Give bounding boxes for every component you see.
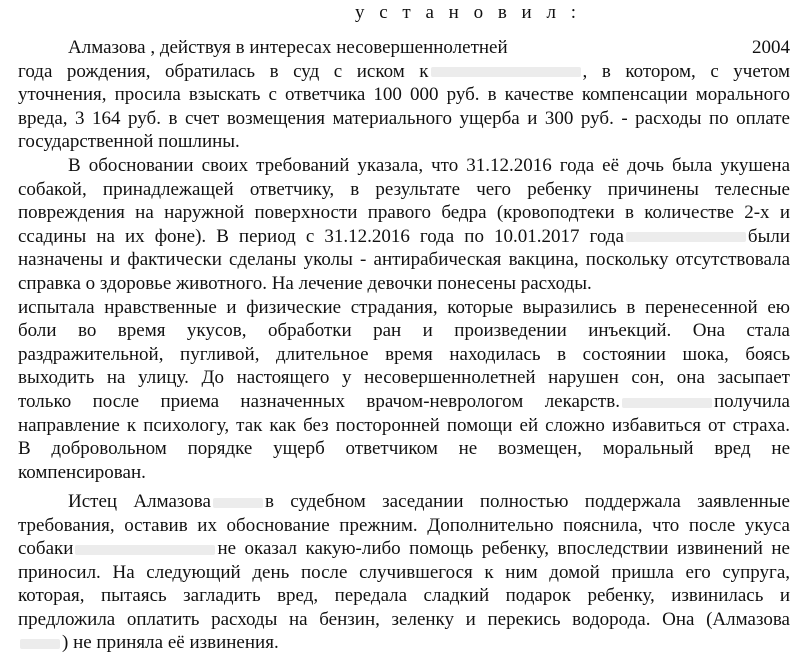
p3-line-4: приносил. На следующий день после случившегося к ним домой пришла его супруга, [18, 561, 790, 583]
birth-year: 2004 [752, 37, 790, 58]
p3-line-5: которая, пытаясь загладить вред, передала сладкий подарок ребенку, извинилась и [18, 585, 790, 606]
p2-line-3: повреждения на наружной поверхности правого бедра (кровоподтеки в количестве 2-х и [18, 202, 790, 224]
p1-line-5: государственной пошлины. [18, 131, 240, 153]
p2-line-2: собакой, принадлежащей ответчику, в результате чего ребенку причинены телесные [18, 178, 790, 200]
p3-line-2: требования, оставив их обоснование прежним. Дополнительно пояснила, что после укуса [18, 514, 790, 536]
redacted-block [213, 498, 263, 508]
p2-line-5: назначены и фактически сделаны уколы - антирабическая вакцина, поскольку отсутствовала [18, 249, 790, 271]
p2-line-11-start: только после приема назначенных врачом-неврологом лекарств. [18, 391, 620, 412]
p3-line-3 [18, 537, 790, 561]
p3-line-1 [68, 490, 790, 514]
p3-line-3-start: собаки [18, 538, 74, 559]
p1-line-3: уточнения, просила взыскать с ответчика 100 000 руб. в качестве компенсации морального [18, 84, 790, 106]
p2-line-6: справка о здоровье животного. На лечение девочки понесены расходы. [18, 273, 592, 294]
redacted-block [431, 67, 581, 77]
p1-line-4: вреда, 3 164 руб. в счет возмещения материального ущерба и 300 руб. - расходы по оплате [18, 107, 790, 129]
p2-line-11-end: получила [713, 391, 790, 412]
p3-line-7-text: ) не приняла её извинения. [62, 632, 279, 653]
p2-line-4 [18, 225, 790, 249]
p3-line-1-end: в судебном заседании полностью поддержала заявленные [264, 491, 790, 512]
p2-line-1: В обосновании своих требований указала, что 31.12.2016 года её дочь была укушена [68, 155, 790, 176]
p2-line-7: испытала нравственные и физические страдания, которые выразились в перенесенной ею [18, 296, 790, 318]
p2-line-8: боли во время укусов, обработки ран и произведении инъекций. Она стала [18, 320, 790, 342]
p2-line-9: раздражительной, пугливой, длительное время находилась в состоянии шока, боясь [18, 343, 790, 365]
p2-line-14: компенсирован. [18, 461, 146, 483]
p2-line-10: выходить на улицу. До настоящего у несовершеннолетней нарушен сон, она засыпает [18, 367, 790, 389]
p3-line-3-end: не оказал какую-либо помощь ребенку, впоследствии извинений не [217, 538, 790, 559]
redacted-block [626, 232, 746, 242]
p1-line-1: Алмазова , действуя в интересах несовершеннолетней [68, 37, 508, 58]
p1-line-2-end: , в котором, с учетом [582, 60, 790, 82]
p1-line-2 [18, 60, 790, 84]
redacted-block [20, 639, 60, 649]
section-heading: у с т а н о в и л : [355, 2, 581, 23]
redacted-block [622, 398, 712, 408]
p3-line-6: предложила оплатить расходы на бензин, зеленку и перекись водорода. Она (Алмазова [18, 608, 790, 630]
p2-line-12: направление к психологу, так как без посторонней помощи ей сложно избавиться от страха. [18, 414, 790, 436]
p2-line-13: В добровольном порядке ущерб ответчиком не возмещен, моральный вред не [18, 438, 790, 460]
redacted-block [75, 545, 215, 555]
p3-line-7 [18, 631, 790, 655]
p1-line-2-start: года рождения, обратилась в суд с иском к [18, 60, 429, 82]
p2-line-11 [18, 390, 790, 414]
p3-line-1-start: Истец Алмазова [68, 491, 211, 512]
p2-line-4-start: ссадины на их фоне). В период с 31.12.2016 года по 10.01.2017 года [18, 225, 624, 247]
p2-line-4-end: были [747, 225, 790, 247]
